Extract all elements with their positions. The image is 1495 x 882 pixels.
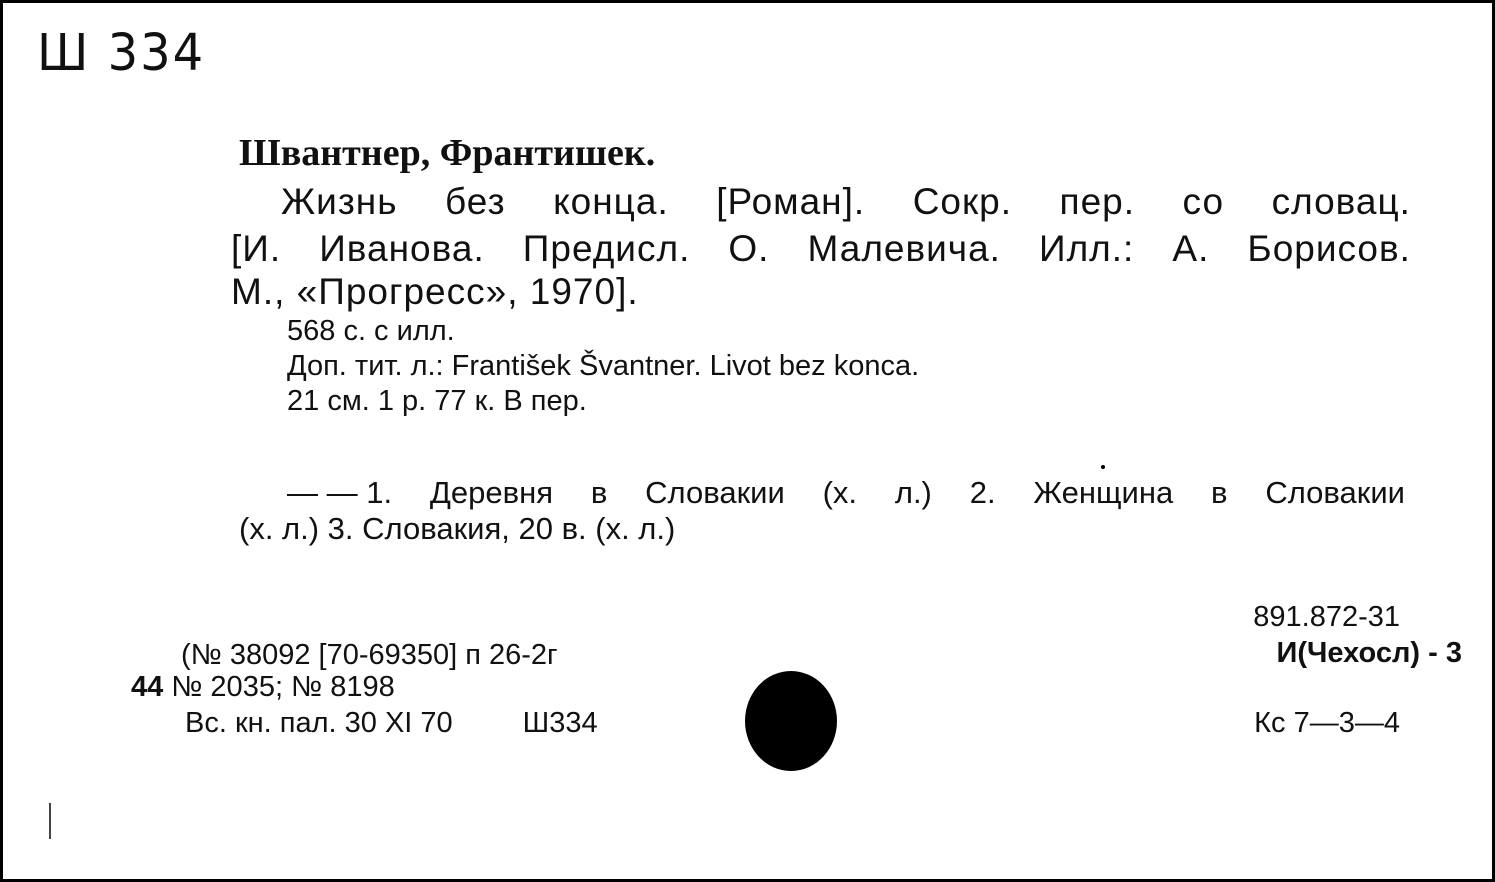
bbk-class: И(Чехосл) - 3 <box>1276 637 1462 669</box>
author-heading: Швантнер, Франтишек. <box>239 132 656 174</box>
udc-class: 891.872-31 <box>1253 601 1400 633</box>
ink-dot <box>1101 465 1105 469</box>
title-line-2: [И. Иванова. Предисл. О. Малевича. Илл.: А. Борисов. <box>231 228 1411 269</box>
additional-title: Доп. тит. л.: František Švantner. Livot bez konca. <box>287 350 920 382</box>
kc-class: Кс 7—3—4 <box>1254 707 1400 739</box>
registry-line-2: 44 № 2035; № 8198 <box>131 671 395 703</box>
punch-hole <box>745 671 837 771</box>
pages-info: 568 с. с илл. <box>287 315 455 347</box>
pencil-mark <box>49 803 55 839</box>
registry-line-1: (№ 38092 [70-69350] п 26-2г <box>181 639 558 671</box>
handwritten-code: Ш 334 <box>37 23 206 83</box>
format-price: 21 см. 1 р. 77 к. В пер. <box>287 385 587 417</box>
registry-line-3: Вс. кн. пал. 30 XI 70 Ш334 <box>185 707 598 739</box>
subjects-line-1: — — 1. Деревня в Словакии (х. л.) 2. Женщина в Словакии <box>287 475 1405 510</box>
subjects-line-2: (х. л.) 3. Словакия, 20 в. (х. л.) <box>239 511 676 546</box>
title-line-1: Жизнь без конца. [Роман]. Сокр. пер. со словац. <box>281 181 1411 222</box>
title-line-3: М., «Прогресс», 1970]. <box>231 271 639 312</box>
